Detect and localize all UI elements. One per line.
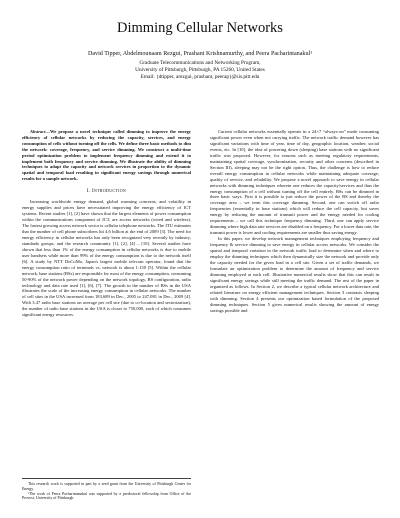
footnotes xyxy=(22,478,191,501)
introduction-paragraph-1: Increasing worldwide energy demand, global warming concerns, and volatility in energy supplies and prices have necessitated improving the energy efficiency of ICT systems. Recent studies [1], [2] have shown that the largest elements of power consumption within the communications component of ICT, are access networks (wired and wireless). The fastest growing access network sector is cellular telephone networks. The ITU estimates that the number of cell phone subscribers hit 4.6 billion at the end of 2009 [3]. The need for energy efficiency in cellular networks has only been recognized very recently by industry, standards groups, and the research community [1], [2], [4] – [10]. Several studies have shown that less than 1% of the energy consumption in cellular networks is due to mobile user handsets while more than 99% of the energy consumption is due to the network itself [6]. A study by NTT DoCoMo, Japan's largest mobile telecom operator, found that the energy consumption ratio of terminals vs. network is about 1:150 [5]. Within the cellular network, base stations (BSs) are responsible for most of the energy consumption, consuming 50-90% of the network power depending on the network topology, BS configuration, radio technology and data rate used [1], [6], [7]. The growth in the number of BSs in the USA illustrates the scale of the increasing energy consumption in cellular networks. The number of cell sites in the USA increased from 183,689 in Dec., 2005 to 247,081 in Dec., 2009 [4]. With 3.47 radio base stations on average per cell site (due to co-location and sectorization), the number of radio base stations in the USA is closer to 750,000, each of which consumes significant energy resources. xyxy=(22,199,191,318)
section-heading-introduction: I. Introduction xyxy=(86,189,127,195)
abstract xyxy=(22,129,191,182)
abstract-text: —We propose a novel technique called dimming to improve the energy efficiency of cellular networks by reducing the capacity, services, and energy consumption of cells without turning off the cells. We define three basic methods to dim the network: coverage, frequency, and service dimming. We construct a multi-time period optimization problem to implement frequency dimming and extend it to implement both frequency and service dimming. We illustrate the ability of dimming techniques to adapt the capacity and network services in proportion to the dynamic spatial and temporal load resulting in significant energy savings through numerical results for a sample network. xyxy=(22,129,191,182)
footnote-fellowship: ¹The work of Peera Pacharintanakul was supported by a predoctoral fellowship from Office of the Provost, University of Pittsburgh. xyxy=(22,491,191,501)
affiliation-email: Email: {dtipper, arezgui, prashant, peerap}@sis.pitt.edu xyxy=(140,74,260,81)
author-list xyxy=(0,50,400,59)
authors-line: David Tipper, Abdelmounaam Rezgui, Prashant Krishnamurthy, and Peera Pacharintanakul¹ xyxy=(87,51,313,57)
footnote-funding: This research work is supported in part by a seed grant from the University of Pittsburgh Center for Energy. xyxy=(22,482,191,491)
affiliation-line-2: University of Pittsburgh, Pittsburgh, PA 15260, United States xyxy=(135,67,265,74)
paper-title: Dimming Cellular Networks xyxy=(117,20,283,36)
affiliation-block xyxy=(0,60,400,82)
left-column xyxy=(22,129,191,318)
abstract-label: Abstract xyxy=(30,129,46,134)
right-paragraph-1: Current cellular networks essentially operate in a 24×7 “always-on” mode consuming significant power even when not carrying traffic. The network traffic demand however has significant variations with time of year, time of day, geographic location, weather, social events, etc. In [10], the idea of powering down (sleeping) base stations with no significant traffic was proposed. However, for reasons such as meeting regulatory requirements, maintaining spatial coverage, synchronization, security and other concerns (described in Section III), sleeping may not be the right option. Thus, the challenge is how to reduce overall energy consumption in cellular networks while maintaining adequate coverage, quality of service, and reliability. We propose a novel approach to save energy in cellular networks with dimming techniques wherein one reduces the capacity/services and thus the energy consumption of a cell without turning off the cell entirely. BSs can be dimmed in three basic ways. First it is possible to just reduce the power of the BS and thereby the coverage area – we term this coverage dimming. Second, one can switch off radio frequencies (essentially in base stations) which will reduce the cell capacity, but saves energy by reducing the amount of transmit power and the energy needed for cooling requirements – we call this technique frequency dimming. Third, one can apply service dimming where high data rate services are disabled on a frequency. For a lower data rate, the transmit power is lower and cooling requirements are smaller thus saving energy. xyxy=(210,129,379,236)
right-paragraph-2: In this paper, we develop network management techniques employing frequency and frequency & service dimming to save energy in cellular access networks. We consider the spatial and temporal variation in the network traffic load to determine when and where to employ the dimming techniques which then dynamically size the network and provide only the capacity needed for the given load in a cell site. Given a set of traffic demands, we formulate an optimization problem to determine the amount of frequency and service dimming employed at each cell. Illustrative numerical results show that this can result in significant energy savings while still meeting the traffic demand. The rest of the paper in organized as follows. In Section 2, we describe a typical cellular network architecture and related literature on energy efficient management techniques. Section 3 contrasts sleeping with dimming. Section 4 presents our optimization based formulation of the proposed dimming techniques. Section 5 gives numerical results showing the amount of energy savings possible and xyxy=(210,236,379,313)
affiliation-line-1: Graduate Telecommunications and Networking Program, xyxy=(139,60,261,66)
right-column xyxy=(210,129,379,314)
